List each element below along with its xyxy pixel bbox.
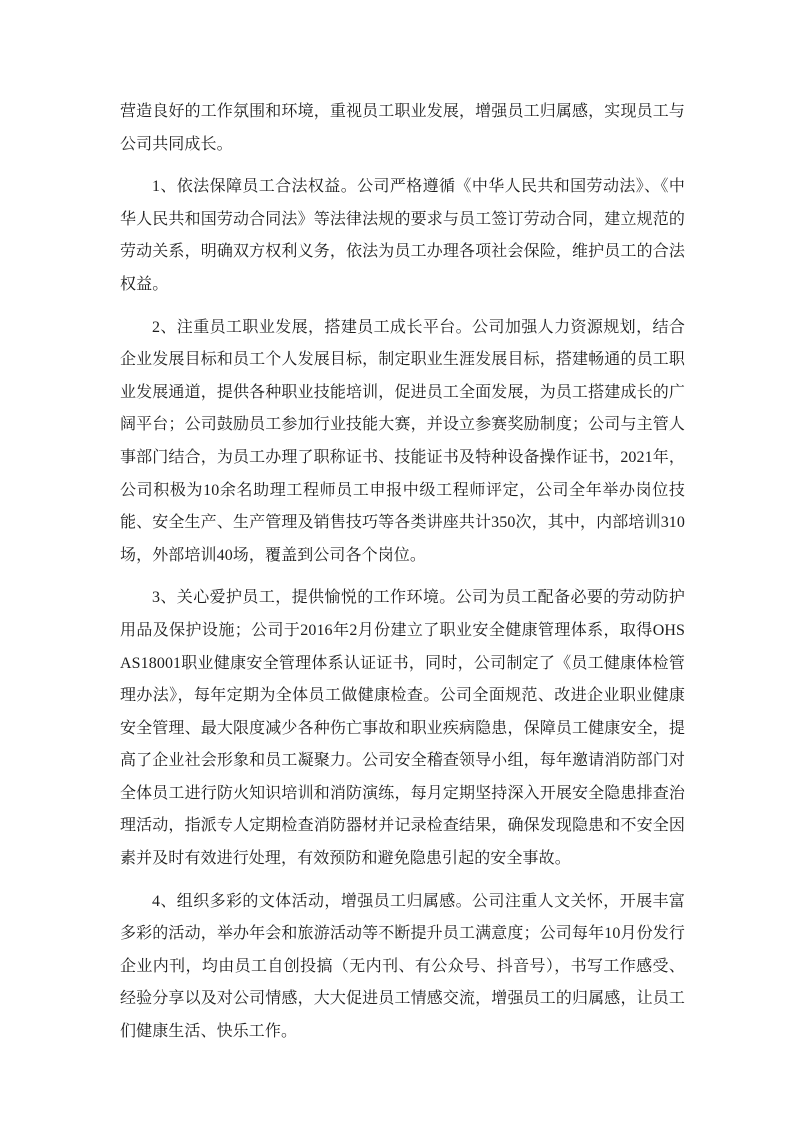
- paragraph-item-4: 4、组织多彩的文体活动，增强员工归属感。公司注重人文关怀，开展丰富多彩的活动，举办年会和旅游活动等不断提升员工满意度；公司每年10月份发行企业内刊，均由员工自创投搞（无内刊、有公众号、抖音号），书写工作感受、经验分享以及对公司情感，大大促进员工情感交流，增强员工的归属感，让员工们健康生活、快乐工作。: [120, 892, 685, 1041]
- paragraph-item-2: 2、注重员工职业发展，搭建员工成长平台。公司加强人力资源规划，结合企业发展目标和员工个人发展目标，制定职业生涯发展目标，搭建畅通的员工职业发展通道，提供各种职业技能培训，促进员工全面发展，为员工搭建成长的广阔平台；公司鼓励员工参加行业技能大赛，并设立参赛奖励制度；公司与主管人事部门结合，为员工办理了职称证书、技能证书及特种设备操作证书，2021年，公司积极为10余名助理工程师员工申报中级工程师评定，公司全年举办岗位技能、安全生产、生产管理及销售技巧等各类讲座共计350次，其中，内部培训310场，外部培训40场，覆盖到公司各个岗位。: [120, 318, 685, 564]
- paragraph-item-1: 1、依法保障员工合法权益。公司严格遵循《中华人民共和国劳动法》、《中华人民共和国劳动合同法》等法律法规的要求与员工签订劳动合同，建立规范的劳动关系，明确双方权利义务，依法为员工办理各项社会保险，维护员工的合法权益。: [120, 178, 685, 293]
- paragraph-item-3: 3、关心爱护员工，提供愉悦的工作环境。公司为员工配备必要的劳动防护用品及保护设施；公司于2016年2月份建立了职业安全健康管理体系，取得OHSAS18001职业健康安全管理体系认证证书，同时，公司制定了《员工健康体检管理办法》，每年定期为全体员工做健康检查。公司全面规范、改进企业职业健康安全管理、最大限度减少各种伤亡事故和职业疾病隐患，保障员工健康安全，提高了企业社会形象和员工凝聚力。公司安全稽查领导小组，每年邀请消防部门对全体员工进行防火知识培训和消防演练，每月定期坚持深入开展安全隐患排查治理活动，指派专人定期检查消防器材并记录检查结果，确保发现隐患和不安全因素并及时有效进行处理，有效预防和避免隐患引起的安全事故。: [120, 589, 685, 868]
- paragraph-continuation: 营造良好的工作氛围和环境，重视员工职业发展，增强员工归属感，实现员工与公司共同成长。: [120, 103, 685, 153]
